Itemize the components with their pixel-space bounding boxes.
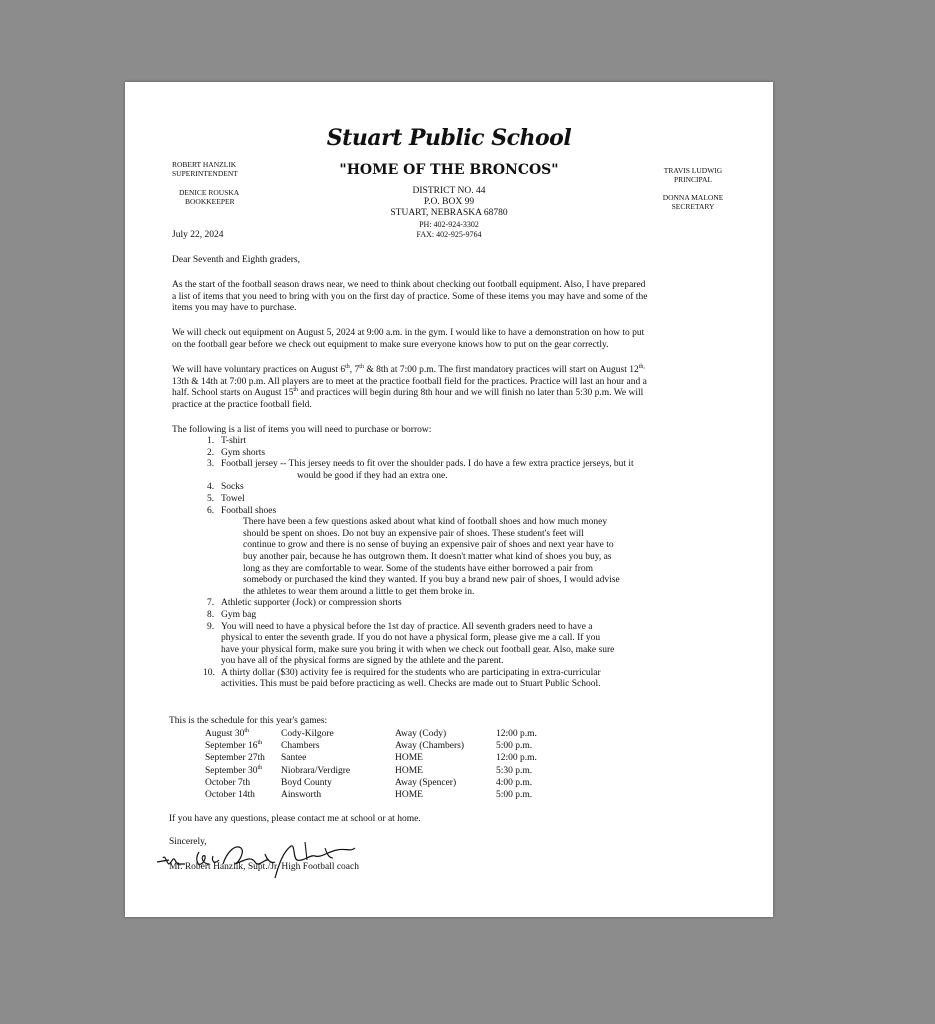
signature-name: Mr. Robert Hanzlik, Supt./Jr. High Football coach	[169, 862, 359, 872]
game-location: Away (Spencer)	[395, 777, 457, 788]
schedule-intro: This is the schedule for this year's games:	[169, 716, 328, 726]
note-line: somebody or purchased the kind they wanted. If you buy a brand new pair of shoes, I would advise	[243, 575, 620, 586]
note-line: should be spent on shoes. Do not buy an expensive pair of shoes. These student's feet will	[243, 528, 584, 539]
list-item: 5. Towel	[207, 493, 245, 504]
game-opponent: Boyd County	[281, 777, 332, 788]
list-item-continuation: would be good if they had an extra one.	[297, 470, 448, 481]
paragraph-line: items you may have to purchase.	[172, 303, 297, 314]
schedule-row	[205, 728, 566, 740]
schedule-row	[205, 765, 566, 777]
schedule-row	[205, 740, 566, 752]
game-time: 12:00 p.m.	[496, 753, 537, 764]
superintendent-title: SUPERINTENDENT	[172, 169, 238, 178]
game-opponent: Niobrara/Verdigre	[281, 765, 351, 776]
school-motto: "HOME OF THE BRONCOS"	[339, 162, 559, 178]
paragraph-line: We will have voluntary practices on August 6th, 7th & 8th at 7:00 p.m. The first mandatory practices will start on August $12^{th,}$	[172, 364, 645, 375]
list-item: 2. Gym shorts	[207, 447, 266, 458]
game-date: October 14th	[205, 790, 255, 801]
schedule-row	[205, 752, 566, 764]
game-date: September 30th	[205, 764, 263, 776]
address-line-box: P.O. BOX 99	[423, 197, 475, 207]
address-line-district: DISTRICT NO. 44	[412, 186, 486, 196]
paragraph-line: We will check out equipment on August 5, 2024 at 9:00 a.m. in the gym. I would like to have a demonstration on how to put	[172, 328, 645, 338]
handwritten-signature	[155, 834, 365, 882]
list-item: 6. Football shoes	[207, 505, 277, 516]
paragraph-practices	[172, 365, 732, 411]
list-item: 1. T-shirt	[207, 436, 246, 446]
game-time: 4:00 p.m.	[496, 777, 533, 788]
list-item: 3. Football jersey -- This jersey needs to fit over the shoulder pads. I do have a few extra practice jerseys, but it	[207, 459, 634, 470]
paragraph-equipment	[172, 280, 732, 315]
superintendent-name: ROBERT HANZLIK	[172, 160, 237, 169]
items-list	[203, 436, 727, 691]
game-date: October 7th	[205, 777, 251, 788]
paragraph-line: a list of items that you need to bring with you on the first day of practice. Some of these items you may have and some of the	[172, 291, 648, 302]
game-location: HOME	[395, 765, 423, 776]
sincerely: Sincerely,	[169, 837, 207, 847]
schedule-table	[205, 728, 566, 801]
school-name: Stuart Public School	[326, 125, 572, 151]
list-item: 7. Athletic supporter (Jock) or compression shorts	[207, 598, 402, 609]
list-item-continuation: activities. This must be paid before practicing as well. Checks are made out to Stuart Public School.	[221, 679, 601, 690]
shoes-note	[207, 517, 727, 598]
greeting: Dear Seventh and Eighth graders,	[172, 255, 300, 265]
list-intro: The following is a list of items you will need to purchase or borrow:	[172, 425, 432, 435]
game-time: 5:00 p.m.	[496, 790, 533, 801]
bookkeeper-title: BOOKKEEPER	[185, 197, 235, 206]
letter-page	[125, 82, 773, 917]
list-item-continuation: physical to enter the seventh grade. If you do not have a physical form, please give me a call. If you have your physical form, make sure you bring it with when we check out football gear. Also, make sure you have all of the physical forms are signed by the athlete and the parent.	[221, 633, 615, 667]
list-item: 10. A thirty dollar ($30) activity fee is required for the students who are participating in extra-curricular	[203, 667, 601, 678]
secretary-name: DONNA MALONE	[662, 193, 724, 202]
game-date: September 16th	[205, 740, 263, 752]
closing-note: If you have any questions, please contact me at school or at home.	[169, 814, 421, 824]
note-line: long as they are comfortable to wear. Some of the students have either borrowed a pair from	[243, 563, 594, 574]
paragraph-line: As the start of the football season draws near, we need to think about checking out football equipment. Also, I have prepared	[172, 280, 646, 290]
game-opponent: Cody-Kilgore	[281, 729, 334, 739]
letter-date: July 22, 2024	[172, 230, 224, 240]
superintendent-block	[172, 160, 238, 178]
list-item: 9. You will need to have a physical before the 1st day of practice. All seventh graders need to have a	[207, 621, 593, 632]
game-date: August 30th	[205, 728, 249, 739]
note-line: buy another pair, because he has outgrown them. It doesn't matter what kind of shoes you buy, as	[243, 551, 612, 562]
game-opponent: Chambers	[281, 741, 320, 752]
principal-block	[653, 166, 733, 184]
paragraph-checkout	[172, 328, 732, 351]
game-location: Away (Cody)	[395, 729, 447, 739]
paragraph-line: half. School starts on August 15th and practices will begin during 8th hour and we will finish no later than 5:30 p.m. We will	[172, 387, 644, 399]
note-line: There have been a few questions asked about what kind of football shoes and how much money	[243, 517, 608, 528]
game-time: 12:00 p.m.	[496, 729, 537, 739]
game-opponent: Ainsworth	[281, 790, 322, 801]
game-location: Away (Chambers)	[395, 741, 465, 752]
list-item: 4. Socks	[207, 482, 244, 493]
game-date: September 27th	[205, 753, 265, 764]
schedule-row	[205, 777, 566, 789]
schedule-row	[205, 789, 566, 801]
principal-name: TRAVIS LUDWIG	[663, 166, 723, 175]
note-line: the athletes to wear them around a little to get them broke in.	[243, 586, 475, 597]
phone-number: PH: 402-924-3302	[419, 220, 479, 229]
game-opponent: Santee	[281, 753, 307, 764]
game-time: 5:30 p.m.	[496, 765, 533, 776]
address-line-city: STUART, NEBRASKA 68780	[390, 208, 508, 218]
list-item: 8. Gym bag	[207, 609, 257, 620]
game-time: 5:00 p.m.	[496, 741, 533, 752]
bookkeeper-name: DENICE ROUSKA	[179, 188, 240, 197]
fax-number: FAX: 402-925-9764	[416, 230, 482, 239]
paragraph-line: on the football gear before we check out equipment to make sure everyone knows how to put on the gear correctly.	[172, 339, 609, 350]
secretary-title: SECRETARY	[671, 202, 715, 211]
game-location: HOME	[395, 753, 423, 764]
principal-title: PRINCIPAL	[673, 175, 713, 184]
paragraph-line: practice at the practice football field.	[172, 399, 312, 410]
paragraph-line: 13th & 14th at 7:00 p.m. All players are to meet at the practice football field for the practices. Practice will last an hour and a	[172, 376, 647, 387]
game-location: HOME	[395, 790, 423, 801]
note-line: continue to grow and there is no sense of buying an expensive pair of shoes and next year have to	[243, 540, 614, 551]
